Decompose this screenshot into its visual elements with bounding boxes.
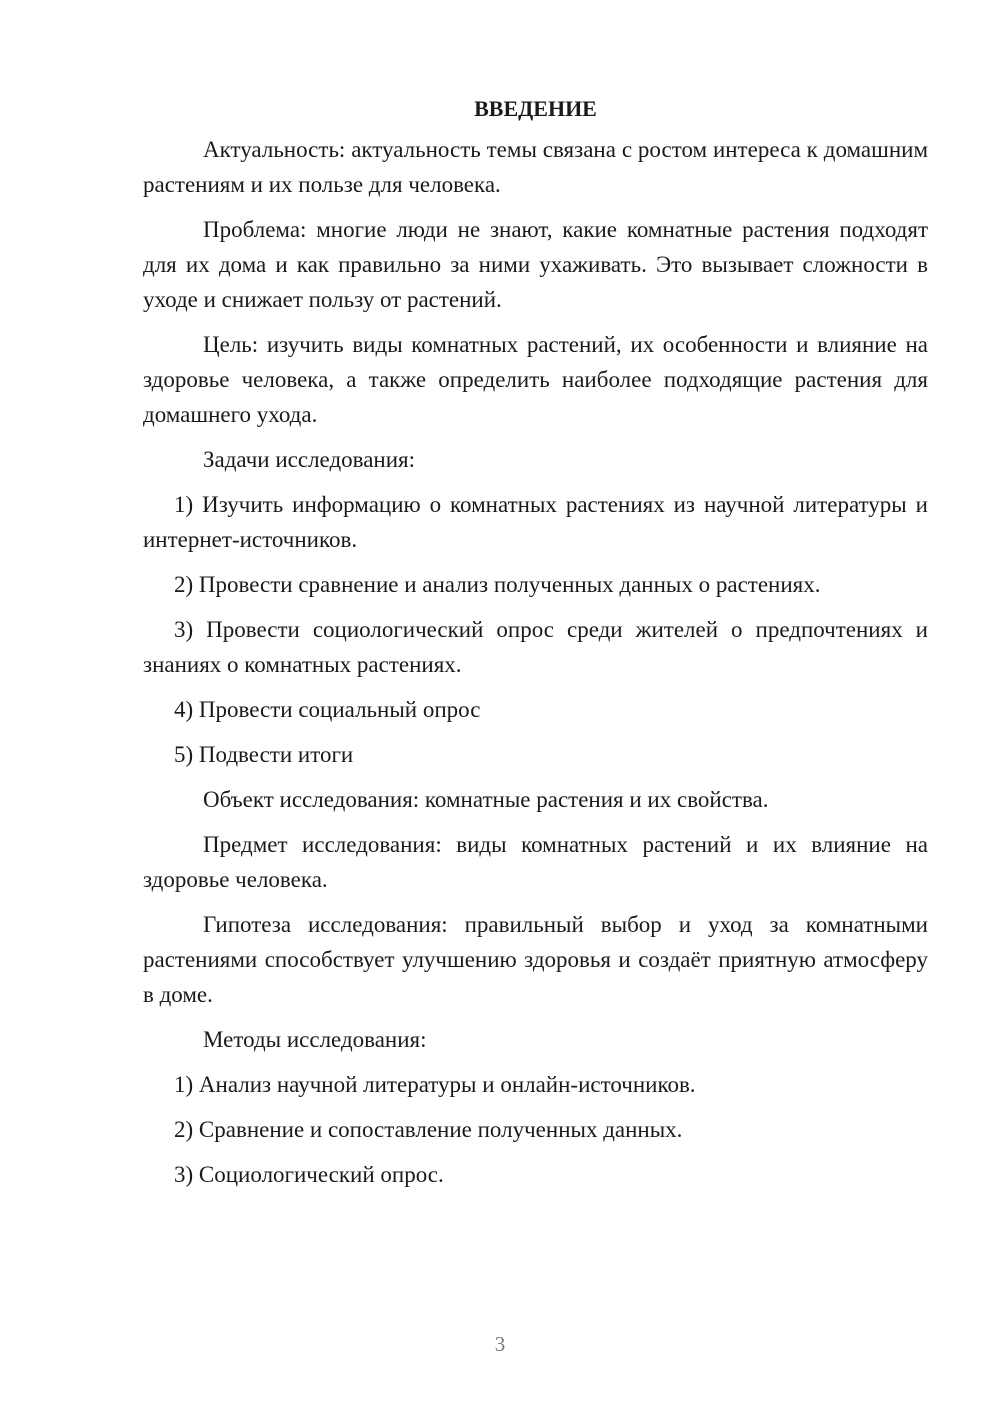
- document-page: [143, 90, 928, 1202]
- hypothesis-paragraph: Гипотеза исследования: правильный выбор и уход за комнатными растениями способствует улучшению здоровья и создаёт приятную атмосферу в доме.: [143, 912, 928, 1007]
- page-number: 3: [494, 1332, 506, 1356]
- task-item-2: 2) Провести сравнение и анализ полученных данных о растениях.: [174, 572, 821, 597]
- tasks-heading: Задачи исследования:: [203, 447, 416, 472]
- page-title: ВВЕДЕНИЕ: [474, 96, 597, 121]
- subject-paragraph: Предмет исследования: виды комнатных растений и их влияние на здоровье человека.: [143, 832, 928, 892]
- problem-paragraph: Проблема: многие люди не знают, какие комнатные растения подходят для их дома и как правильно за ними ухаживать. Это вызывает сложности в уходе и снижает пользу от растений.: [143, 217, 928, 312]
- goal-paragraph: Цель: изучить виды комнатных растений, их особенности и влияние на здоровье человека, а также определить наиболее подходящие растения для домашнего ухода.: [143, 332, 928, 427]
- task-item-4: 4) Провести социальный опрос: [174, 697, 481, 722]
- method-item-3: 3) Социологический опрос.: [174, 1162, 444, 1187]
- relevance-paragraph: Актуальность: актуальность темы связана с ростом интереса к домашним растениям и их пользе для человека.: [143, 137, 928, 197]
- object-paragraph: Объект исследования: комнатные растения и их свойства.: [203, 787, 769, 812]
- task-item-1: 1) Изучить информацию о комнатных растениях из научной литературы и интернет-источников.: [143, 492, 928, 552]
- method-item-1: 1) Анализ научной литературы и онлайн-источников.: [174, 1072, 696, 1097]
- task-item-5: 5) Подвести итоги: [174, 742, 354, 767]
- task-item-3: 3) Провести социологический опрос среди жителей о предпочтениях и знаниях о комнатных растениях.: [143, 617, 928, 677]
- methods-heading: Методы исследования:: [203, 1027, 427, 1052]
- method-item-2: 2) Сравнение и сопоставление полученных данных.: [174, 1117, 683, 1142]
